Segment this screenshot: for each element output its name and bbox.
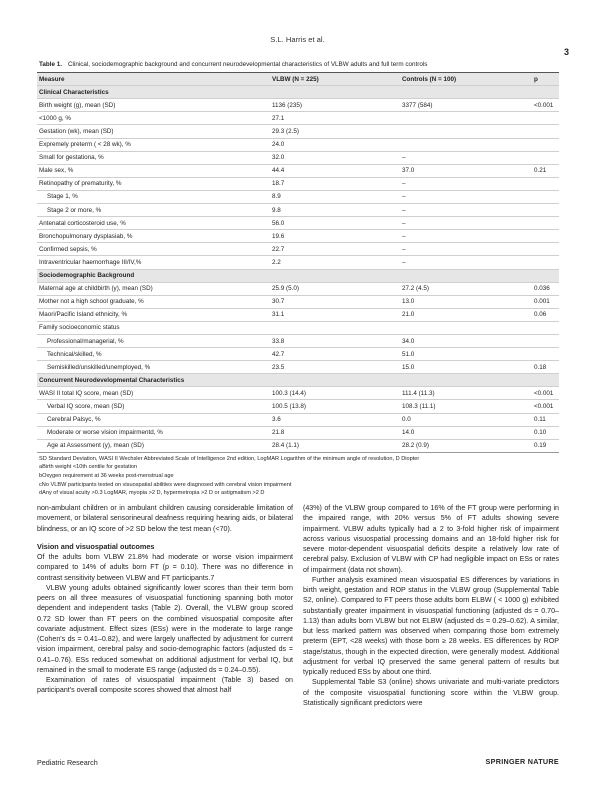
- table-cell: 56.0: [270, 217, 400, 230]
- table-cell: 18.7: [270, 177, 400, 190]
- table-cell: –: [400, 190, 532, 203]
- table-cell: Clinical Characteristics: [37, 86, 270, 99]
- paragraph: Of the adults born VLBW 21.8% had moderate or worse vision impairment compared to 14% of adults born FT (p = 0.10). There was no difference in contrast sensitivity between VLBW and FT participants.7: [37, 553, 293, 582]
- table-cell: Maori/Pacific Island ethnicity, %: [37, 308, 270, 321]
- table-1: [37, 58, 559, 498]
- table-cell: –: [400, 204, 532, 217]
- table-cell: 19.6: [270, 230, 400, 243]
- table-cell: Mother not a high school graduate, %: [37, 295, 270, 308]
- table-cell: [532, 321, 559, 334]
- table-cell: [532, 151, 559, 164]
- table-row: [37, 348, 559, 361]
- table-cell: –: [400, 151, 532, 164]
- table-row: [37, 177, 559, 190]
- table-cell: <0.001: [532, 99, 559, 112]
- table-cell: 27.2 (4.5): [400, 282, 532, 295]
- table-row: [37, 282, 559, 295]
- table-row: [37, 164, 559, 177]
- table-row: [37, 439, 559, 452]
- table-row: [37, 413, 559, 426]
- table-cell: [400, 138, 532, 151]
- table-cell: Gestation (wk), mean (SD): [37, 125, 270, 138]
- table-cell: <0.001: [532, 387, 559, 400]
- table-row: [37, 426, 559, 439]
- journal-name: Pediatric Research: [37, 758, 98, 767]
- table-cell: [270, 374, 400, 387]
- table-cell: 34.0: [400, 334, 532, 347]
- table-cell: 30.7: [270, 295, 400, 308]
- table-cell: 42.7: [270, 348, 400, 361]
- table-row: [37, 125, 559, 138]
- table-cell: [532, 112, 559, 125]
- table-cell: [532, 86, 559, 99]
- table-cell: Expremely preterm ( < 28 wk), %: [37, 138, 270, 151]
- body-column-right: [303, 503, 559, 708]
- table-cell: Antenatal corticosteroid use, %: [37, 217, 270, 230]
- paragraph: Further analysis examined mean visuospatial ES differences by variations in birth weight, gestation and ROP status in the VLBW group (Supplemental Table S2, online). Compared to FT peers those adults born ELBW ( < 1000 g) exhibited substantially greater impairment in visuospatial functioning (adjusted ds = 0.70–1.13) than adults born VLBW but not ELBW (adjusted ds = 0.29–0.62). A similar, but less marked pattern was observed when comparing those born extremely preterm (EPT, <28 weeks) with those born ≥ 28 weeks. ES differences by ROP stage/status, though in the expected direction, were generally modest. Additional adjustment for verbal IQ preserved the same general pattern of results but typically reduced ESs by about one third.: [303, 575, 559, 676]
- table-row: [37, 204, 559, 217]
- table-cell: [532, 177, 559, 190]
- data-table: [37, 72, 559, 452]
- table-cell: 28.4 (1.1): [270, 439, 400, 452]
- table-cell: 0.036: [532, 282, 559, 295]
- table-cell: 29.3 (2.5): [270, 125, 400, 138]
- table-cell: 1136 (235): [270, 99, 400, 112]
- paragraph: non-ambulant children or in ambulant children causing considerable limitation of movement, or bilateral sensorineural deafness requiring hearing aids, or bilateral blindness, or an IQ score of >2 SD below the test mean (<70).: [37, 504, 293, 533]
- table-cell: 8.9: [270, 190, 400, 203]
- table-cell: 15.0: [400, 361, 532, 374]
- running-head: S.L. Harris et al.: [270, 35, 325, 44]
- table-header-row: [37, 73, 559, 86]
- table-cell: 27.1: [270, 112, 400, 125]
- table-cell: [400, 86, 532, 99]
- table-cell: Intraventricular haemorrhage III/IV,%: [37, 256, 270, 269]
- table-cell: [532, 256, 559, 269]
- table-cell: Concurrent Neurodevelopmental Characteristics: [37, 374, 270, 387]
- page-number: 3: [563, 47, 569, 57]
- body-column-left: [37, 503, 293, 696]
- table-cell: [532, 138, 559, 151]
- table-cell: WASI II total IQ score, mean (SD): [37, 387, 270, 400]
- table-cell: 108.3 (11.1): [400, 400, 532, 413]
- table-row: [37, 400, 559, 413]
- col-header-vlbw: VLBW (N = 225): [270, 73, 400, 86]
- table-cell: [400, 269, 532, 282]
- footnote-b: bOxygen requirement at 36 weeks post-menstrual age: [39, 473, 174, 479]
- table-cell: 24.0: [270, 138, 400, 151]
- table-label: Table 1.: [39, 61, 62, 68]
- table-cell: Semiskilled/unskilled/unemployed, %: [37, 361, 270, 374]
- table-row: [37, 151, 559, 164]
- table-cell: –: [400, 256, 532, 269]
- table-cell: [400, 374, 532, 387]
- paragraph: Supplemental Table S3 (online) shows univariate and multi-variate predictors of the composite visuospatial functioning score within the VLBW group. Statistically significant predictors were: [303, 678, 559, 707]
- table-row: [37, 321, 559, 334]
- table-cell: Confirmed sepsis, %: [37, 243, 270, 256]
- table-cell: Technical/skilled, %: [37, 348, 270, 361]
- table-row: [37, 387, 559, 400]
- table-cell: Birth weight (g), mean (SD): [37, 99, 270, 112]
- table-row: [37, 112, 559, 125]
- table-cell: –: [400, 230, 532, 243]
- table-cell: 100.3 (14.4): [270, 387, 400, 400]
- table-cell: 51.0: [400, 348, 532, 361]
- table-row: [37, 308, 559, 321]
- table-row: [37, 230, 559, 243]
- table-cell: Maternal age at childbirth (y), mean (SD): [37, 282, 270, 295]
- table-row: [37, 99, 559, 112]
- footnote-a: aBirth weight <10th centile for gestation: [39, 464, 138, 471]
- table-cell: Professional/managerial, %: [37, 334, 270, 347]
- footnote-d: dAny of visual acuity >0.3 LogMAR, myopia >2 D, hypermetropia >2 D or astigmatism >2 D: [39, 490, 265, 497]
- section-heading: Vision and visuospatial outcomes: [37, 541, 155, 551]
- table-cell: [532, 190, 559, 203]
- table-cell: [532, 269, 559, 282]
- table-cell: 111.4 (11.3): [400, 387, 532, 400]
- table-caption-text: Clinical, sociodemographic background and concurrent neurodevelopmental characteristics of VLBW adults and full term controls: [67, 61, 428, 68]
- table-cell: Moderate or worse vision impairmentd, %: [37, 426, 270, 439]
- col-header-controls: Controls (N = 100): [400, 73, 532, 86]
- table-row: [37, 334, 559, 347]
- table-cell: [532, 125, 559, 138]
- paragraph: (43%) of the VLBW group compared to 16% of the FT group were performing in the impaired range, with 20% versus 5% of FT adults showing severe impairment. VLBW adults typically had a 2 to 3-fold higher risk of impairment across various visuospatial processing domains and an 18-fold higher risk for severe motor-dependent visuospatial deficits despite a relatively low rate of cerebral palsy. Exclusion of VLBW with CP had negligible impact on ESs or rates of impairment (data not shown).: [303, 504, 559, 574]
- table-cell: [270, 269, 400, 282]
- table-cell: Male sex, %: [37, 164, 270, 177]
- table-cell: 28.2 (0.9): [400, 439, 532, 452]
- table-cell: Retinopathy of prematurity, %: [37, 177, 270, 190]
- table-cell: 14.0: [400, 426, 532, 439]
- table-cell: 22.7: [270, 243, 400, 256]
- table-cell: 100.5 (13.8): [270, 400, 400, 413]
- table-cell: 33.8: [270, 334, 400, 347]
- table-cell: 25.9 (5.0): [270, 282, 400, 295]
- table-cell: 0.21: [532, 164, 559, 177]
- table-row: [37, 138, 559, 151]
- table-cell: 32.0: [270, 151, 400, 164]
- paragraph: VLBW young adults obtained significantly lower scores than their term born peers on all three measures of visuospatial functioning spanning both motor dependent and independent tasks (Table 2). Overall, the VLBW group scored 0.72 SD lower than FT peers on the combined visuospatial composite after covariate adjustment. Effect sizes (ESs) were in the moderate to large range (Cohen's ds = 0.41–0.82), and were largely unaffected by adjustment for current vision impairment, cerebral palsy and socio-demographic factors (adjusted ds = 0.41–0.76). ESs reduced somewhat on additional adjustment for verbal IQ, but remained in the small to moderate ES range (adjusted ds = 0.24–0.55).: [37, 583, 293, 674]
- table-row: [37, 243, 559, 256]
- table-cell: [532, 374, 559, 387]
- table-cell: [270, 321, 400, 334]
- table-cell: [532, 204, 559, 217]
- table-cell: [532, 217, 559, 230]
- table-cell: 0.06: [532, 308, 559, 321]
- table-cell: 37.0: [400, 164, 532, 177]
- table-cell: –: [400, 217, 532, 230]
- table-cell: 9.8: [270, 204, 400, 217]
- table-cell: 3.6: [270, 413, 400, 426]
- table-cell: 0.18: [532, 361, 559, 374]
- table-cell: 2.2: [270, 256, 400, 269]
- publisher-logo: SPRINGER NATURE: [485, 757, 559, 766]
- table-cell: 0.001: [532, 295, 559, 308]
- table-cell: [532, 334, 559, 347]
- footnote-c: cNo VLBW participants tested on visuospatial abilities were diagnosed with cerebral vision impairment: [39, 481, 292, 488]
- table-cell: Small for gestationa, %: [37, 151, 270, 164]
- table-cell: [270, 86, 400, 99]
- table-cell: 31.1: [270, 308, 400, 321]
- table-cell: 0.10: [532, 426, 559, 439]
- table-cell: [400, 321, 532, 334]
- table-cell: [400, 112, 532, 125]
- table-cell: Bronchopulmonary dysplasiab, %: [37, 230, 270, 243]
- table-cell: –: [400, 177, 532, 190]
- table-section-row: [37, 374, 559, 387]
- table-cell: 3377 (584): [400, 99, 532, 112]
- col-header-measure: Measure: [37, 73, 270, 86]
- table-cell: Verbal IQ score, mean (SD): [37, 400, 270, 413]
- table-row: [37, 190, 559, 203]
- table-caption: [37, 58, 559, 72]
- table-section-row: [37, 86, 559, 99]
- table-cell: 0.0: [400, 413, 532, 426]
- table-cell: 13.0: [400, 295, 532, 308]
- table-cell: [532, 243, 559, 256]
- table-cell: <1000 g, %: [37, 112, 270, 125]
- table-cell: Family socioeconomic status: [37, 321, 270, 334]
- table-cell: Sociodemographic Background: [37, 269, 270, 282]
- table-cell: 21.8: [270, 426, 400, 439]
- col-header-p: p: [532, 73, 559, 86]
- table-cell: [400, 125, 532, 138]
- table-cell: 0.19: [532, 439, 559, 452]
- table-cell: 21.0: [400, 308, 532, 321]
- table-section-row: [37, 269, 559, 282]
- table-row: [37, 361, 559, 374]
- table-cell: <0.001: [532, 400, 559, 413]
- table-cell: 44.4: [270, 164, 400, 177]
- paragraph: Examination of rates of visuospatial impairment (Table 3) based on participant's overall composite scores showed that almost half: [37, 676, 293, 695]
- table-cell: [532, 230, 559, 243]
- table-cell: Cerebral Palsyc, %: [37, 413, 270, 426]
- table-cell: Age at Assessment (y), mean (SD): [37, 439, 270, 452]
- table-cell: 23.5: [270, 361, 400, 374]
- table-cell: Stage 1, %: [37, 190, 270, 203]
- table-row: [37, 217, 559, 230]
- table-row: [37, 295, 559, 308]
- table-cell: [532, 348, 559, 361]
- footnote-abbreviations: SD Standard Deviation, WASI II Wechsler Abbreviated Scale of Intelligence 2nd edition, LogMAR Logarithm of the minimum angle of resolution, D Diopter: [39, 455, 420, 462]
- table-cell: –: [400, 243, 532, 256]
- table-cell: 0.11: [532, 413, 559, 426]
- table-row: [37, 256, 559, 269]
- table-footnotes: [37, 452, 559, 498]
- table-cell: Stage 2 or more, %: [37, 204, 270, 217]
